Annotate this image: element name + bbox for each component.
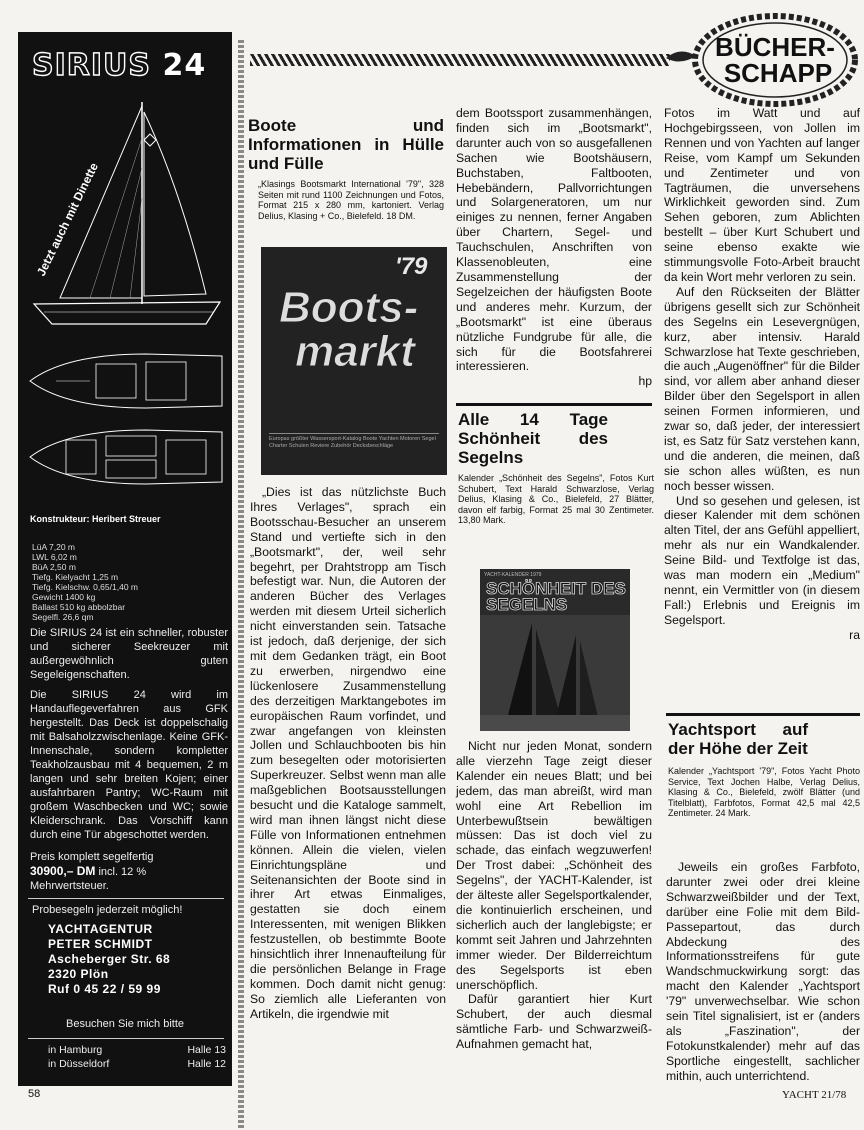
- column-separator: [238, 40, 244, 1130]
- ad-fair-hamburg: [48, 1044, 226, 1056]
- article-1-header: [248, 116, 444, 221]
- cover-title-1: Boots-: [279, 283, 419, 332]
- price-tax: incl. 12 % Mehrwertsteuer.: [30, 866, 147, 892]
- page-number: 58: [28, 1088, 41, 1100]
- logo-line-2: SCHAPP: [723, 58, 833, 88]
- article-2-paragraph: Auf den Rückseiten der Blätter übrigens gesellt sich zur Schönheit des Segelns ein Lesevergnügen, kurz, aber intensiv. Harald Schwarzlose hat Texte geschrieben, die auch „Augenöffner" für die Bilder sind, vor allem aber anhand dieser Bilder über den Segelsport in allen seinen Formen informieren, und zwar so, daß jeder, der interessiert ist, es Satz für Satz verstehen kann, und die anderen, die meinen, daß sie schon alles wüßten, es nun noch besser wissen.: [664, 284, 860, 493]
- ad-title-model: SIRIUS: [32, 48, 151, 83]
- article-2-paragraph: Und so gesehen und gelesen, ist dieser Kalender mit dem schönen alten Titel, der ans Gefühl appelliert, mehr als nur ein Wandkalender. Seine Bild- und Textfolge ist das, was man modern ein „Medium" nennt, ein Vermittler von (in diesem Fall:) Erlebnis und Ereignis im Segelsport.: [664, 493, 860, 627]
- article-3-header: [668, 720, 860, 819]
- ad-dealer-address: [48, 922, 170, 997]
- fair-hall: Halle 13: [187, 1044, 226, 1056]
- ad-divider: [28, 1038, 224, 1039]
- ad-title: [32, 48, 206, 83]
- dealer-line: Ascheberger Str. 68: [48, 952, 171, 966]
- bootsmarkt-cover: [261, 247, 447, 475]
- spec-line: Ballast 510 kg abbolzbar: [32, 602, 126, 612]
- buecher-schapp-logo: [660, 8, 860, 110]
- logo-line-1: BÜCHER-: [715, 32, 835, 62]
- price-value: 30900,– DM: [30, 864, 96, 878]
- deck-plan-drawing: [26, 350, 226, 412]
- article-2-header: [458, 410, 654, 526]
- article-1-body-col2: [456, 106, 652, 389]
- spec-line: Gewicht 1400 kg: [32, 592, 96, 602]
- article-2-headline: Alle 14 Tage Schönheit des Segelns: [458, 410, 608, 467]
- spec-line: LüA 7,20 m: [32, 542, 76, 552]
- article-2-paragraph: Dafür garantiert hier Kurt Schubert, der auch diesmal sämtliche Farb- und Schwarzweiß-Aufnahmen gemacht hat,: [456, 992, 652, 1052]
- fair-city: in Düsseldorf: [48, 1058, 110, 1070]
- article-2-body-col3: [664, 106, 860, 643]
- article-3-headline: Yachtsport auf der Höhe der Zeit: [668, 720, 808, 758]
- rope-border: [250, 54, 670, 66]
- ad-fair-duesseldorf: [48, 1058, 226, 1070]
- article-1-signature: hp: [638, 374, 652, 389]
- article-2-signature: ra: [849, 627, 860, 642]
- sailing-photo: [480, 615, 630, 731]
- cover-title-2: markt: [295, 327, 415, 376]
- article-3-caption: Kalender „Yachtsport '79", Fotos Yacht Photo Service, Text Jochen Halbe, Verlag Delius, Klasing & Co., Bielefeld, zwölf Blätter (und Titelblatt), Farbfotos, Format 42,5 mal 42,5 Zentimeter. 24 Mark.: [668, 766, 860, 818]
- schoenheit-cover: [480, 569, 630, 731]
- magazine-issue: YACHT 21/78: [782, 1089, 847, 1101]
- spec-line: Tiefg. Kielschw. 0,65/1,40 m: [32, 582, 138, 592]
- article-2-rule: [456, 403, 652, 406]
- cover2-label: YACHT-KALENDER 1979: [484, 572, 542, 578]
- dealer-line: 2320 Plön: [48, 967, 109, 981]
- ad-vertical-text: Jetzt auch mit Dinette: [34, 160, 101, 279]
- fair-city: in Hamburg: [48, 1044, 103, 1056]
- ad-probesegeln: Probesegeln jederzeit möglich!: [32, 904, 183, 916]
- ad-specs: [32, 542, 138, 622]
- article-1-caption: „Klasings Bootsmarkt International '79", 328 Seiten mit rund 1100 Zeichnungen und Fotos, Format 215 x 280 mm, kartoniert. Verlag Delius, Klasing + Co., Bielefeld. 18 DM.: [258, 179, 444, 221]
- ad-paragraph-1: Die SIRIUS 24 ist ein schneller, robuster und sicherer Seekreuzer mit außergewöhnlich guten Segeleigenschaften.: [30, 627, 228, 681]
- ad-visit: Besuchen Sie mich bitte: [65, 1018, 184, 1030]
- spec-line: BüA 2,50 m: [32, 562, 76, 572]
- article-1-body-col1: „Dies ist das nützlichste Buch Ihres Verlages", sprach ein Bootsschau-Besucher an unserem Stand und vertiefte sich in den „Bootsmarkt", der, weil sehr begehrt, per Drahtstropp am Tisch befestigt war. Nun, die Autoren der anderen Bücher des Verlages werden mit diesem Urteil sicherlich nicht einverstanden sein. Tatsache ist jedoch, daß derjenige, der sich mit dem Gedanken trägt, ein Boot zu erwerben, nirgendwo eine lückenlosere Zusammenstellung des derzeitigen Marktangebotes im europäischen Raum vorfindet, und zwar angefangen von kleinsten Jollen und Schlauchbooten bis hin zum besegelten oder motorisierten Superkreuzer. Selbst wenn man alle maßgeblichen Bootsausstellungen besucht und die Kataloge sammelt, wird man ihnen längst nicht diese Fülle von Informationen entnehmen können. Allein die vielen, vielen Einrichtungspläne und Seitenansichten der Boote sind in ihrer Art etwas Einmaliges, gestatten sie doch einem Interessenten, mit wenigen Blikken festzustellen, ob bestimmte Boote hinsichtlich ihrer Innenaufteilung für die persönlichen Belange in Frage kommen. Doch damit nicht genug: So ziemlich alle Lieferanten von Artikeln, die irgendwie mit: [250, 485, 446, 1021]
- dealer-line: PETER SCHMIDT: [48, 937, 153, 951]
- article-2-caption: Kalender „Schönheit des Segelns", Fotos Kurt Schubert, Text Harald Schwarzlose, Verlag Delius, Klasing & Co., Bielefeld, 27 Blätter, davon elf farbig, Format 25 mal 30 Zentimeter. 13,80 Mark.: [458, 473, 654, 525]
- sirius-advertisement: [18, 32, 232, 1086]
- ad-price: [30, 850, 228, 893]
- article-2-paragraph: Nicht nur jeden Monat, sondern alle vierzehn Tage zeigt dieser Kalender ein neues Blatt; und bei jedem, das man abreißt, wird man wohl eine Art Rebellion im Unterbewußtsein bewältigen müssen: Das ist doch viel zu schade, das einfach wegzuwerfen! Der Trost dabei: „Schönheit des Segelns", der YACHT-Kalender, ist der älteste aller Segelsportkalender, die kontinuierlich erscheinen, und sicherlich auch der langlebigste; er kommt seit Jahren und Jahrzehnten immer wieder. Der Bilderreichtum des Segelsports ist eben unerschöpflich.: [456, 739, 652, 992]
- spec-line: Tiefg. Kielyacht 1,25 m: [32, 572, 119, 582]
- dealer-line: Ruf 0 45 22 / 59 99: [48, 982, 161, 996]
- ad-divider: [28, 898, 224, 899]
- price-label: Preis komplett segelfertig: [30, 851, 154, 863]
- spec-line: Segelfl. 26,6 qm: [32, 612, 94, 622]
- article-1-paragraph: dem Bootssport zusammenhängen, finden sich im „Bootsmarkt", darunter auch von so ausgefallenen Sachen wie Bootshäusern, Buchstaben, Faltbooten, Hebebändern, Pallvorrichtungen und Solargeneratoren, um nur einiges zu nennen, ferner Angaben über Chartern, Segel- und Tauchschulen, Anschriften von Klassenobleuten, eine Zusammenstellung der Segelzeichen der häufigsten Boote und anderes mehr. Kurzum, der „Bootsmarkt" ist eine überaus nützliche Fundgrube für alle, die sich für die Bootsfahrerei interessieren.: [456, 106, 652, 374]
- interior-plan-drawing: [26, 426, 226, 488]
- dealer-line: YACHTAGENTUR: [48, 922, 153, 936]
- ad-paragraph-2: Die SIRIUS 24 wird im Handauflegeverfahren aus GFK hergestellt. Das Deck ist doppelschalig mit Balsaholzzwischenlage. Keine GFK-Innenschale, sondern kompletter Teakholzausbau mit 4 bequemen, 2 m langen und sehr breiten Kojen; einer ausfahrbaren Pantry; WC-Raum mit großem Waschbecken und WC; sowie Kleiderschrank. Das Vorschiff kann durch eine Tür abgeschottet werden.: [30, 689, 228, 841]
- article-3-body: Jeweils ein großes Farbfoto, darunter zwei oder drei kleine Schwarzweißbilder und der Text, darüber eine Folie mit dem Bild-Passepartout, das durch Abdeckung des Informationsstreifens für gute Wandschmuckwirkung sorgt: das macht den Kalender „Yachtsport '79" unverwechselbar. Wie schon sein Titel signalisiert, ist er (anders als „Faszination", der Fotokunstkalender) mehr auf das Sportliche eingestellt, sachlicher mithin, auch unterrichtend.: [666, 860, 860, 1083]
- spec-line: LWL 6,02 m: [32, 552, 77, 562]
- cover2-title: SCHÖNHEIT DES SEGELNS: [486, 579, 626, 614]
- ad-constructor: Konstrukteur: Heribert Streuer: [30, 514, 161, 524]
- article-1-headline: Boote und Informationen in Hülle und Fülle: [248, 116, 444, 173]
- ad-title-number: 24: [162, 48, 207, 83]
- fair-hall: Halle 12: [187, 1058, 226, 1070]
- cover-subtext: Europas größter Wassersport-Katalog Boote Yachten Motoren Segel Charter Schulen Reviere Zubehör Decksbeschläge: [269, 433, 439, 463]
- article-2-paragraph: Fotos im Watt und auf Hochgebirgsseen, von Jollen im Rennen und von Yachten auf langer Reise, vom Kampf um Sekunden und Zentimeter und von Tagträumen, die unversehens Wirklichkeit geworden sind. Zum Sehen geboren, zum Ablichten bestellt – über Kurt Schubert und seine ebenso exakte wie stimmungsvolle Foto-Arbeit braucht da kein Wort mehr verloren zu sein.: [664, 106, 860, 284]
- article-2-body-col2: [456, 739, 652, 1052]
- cover-year: '79: [395, 253, 428, 280]
- article-3-rule: [666, 713, 860, 716]
